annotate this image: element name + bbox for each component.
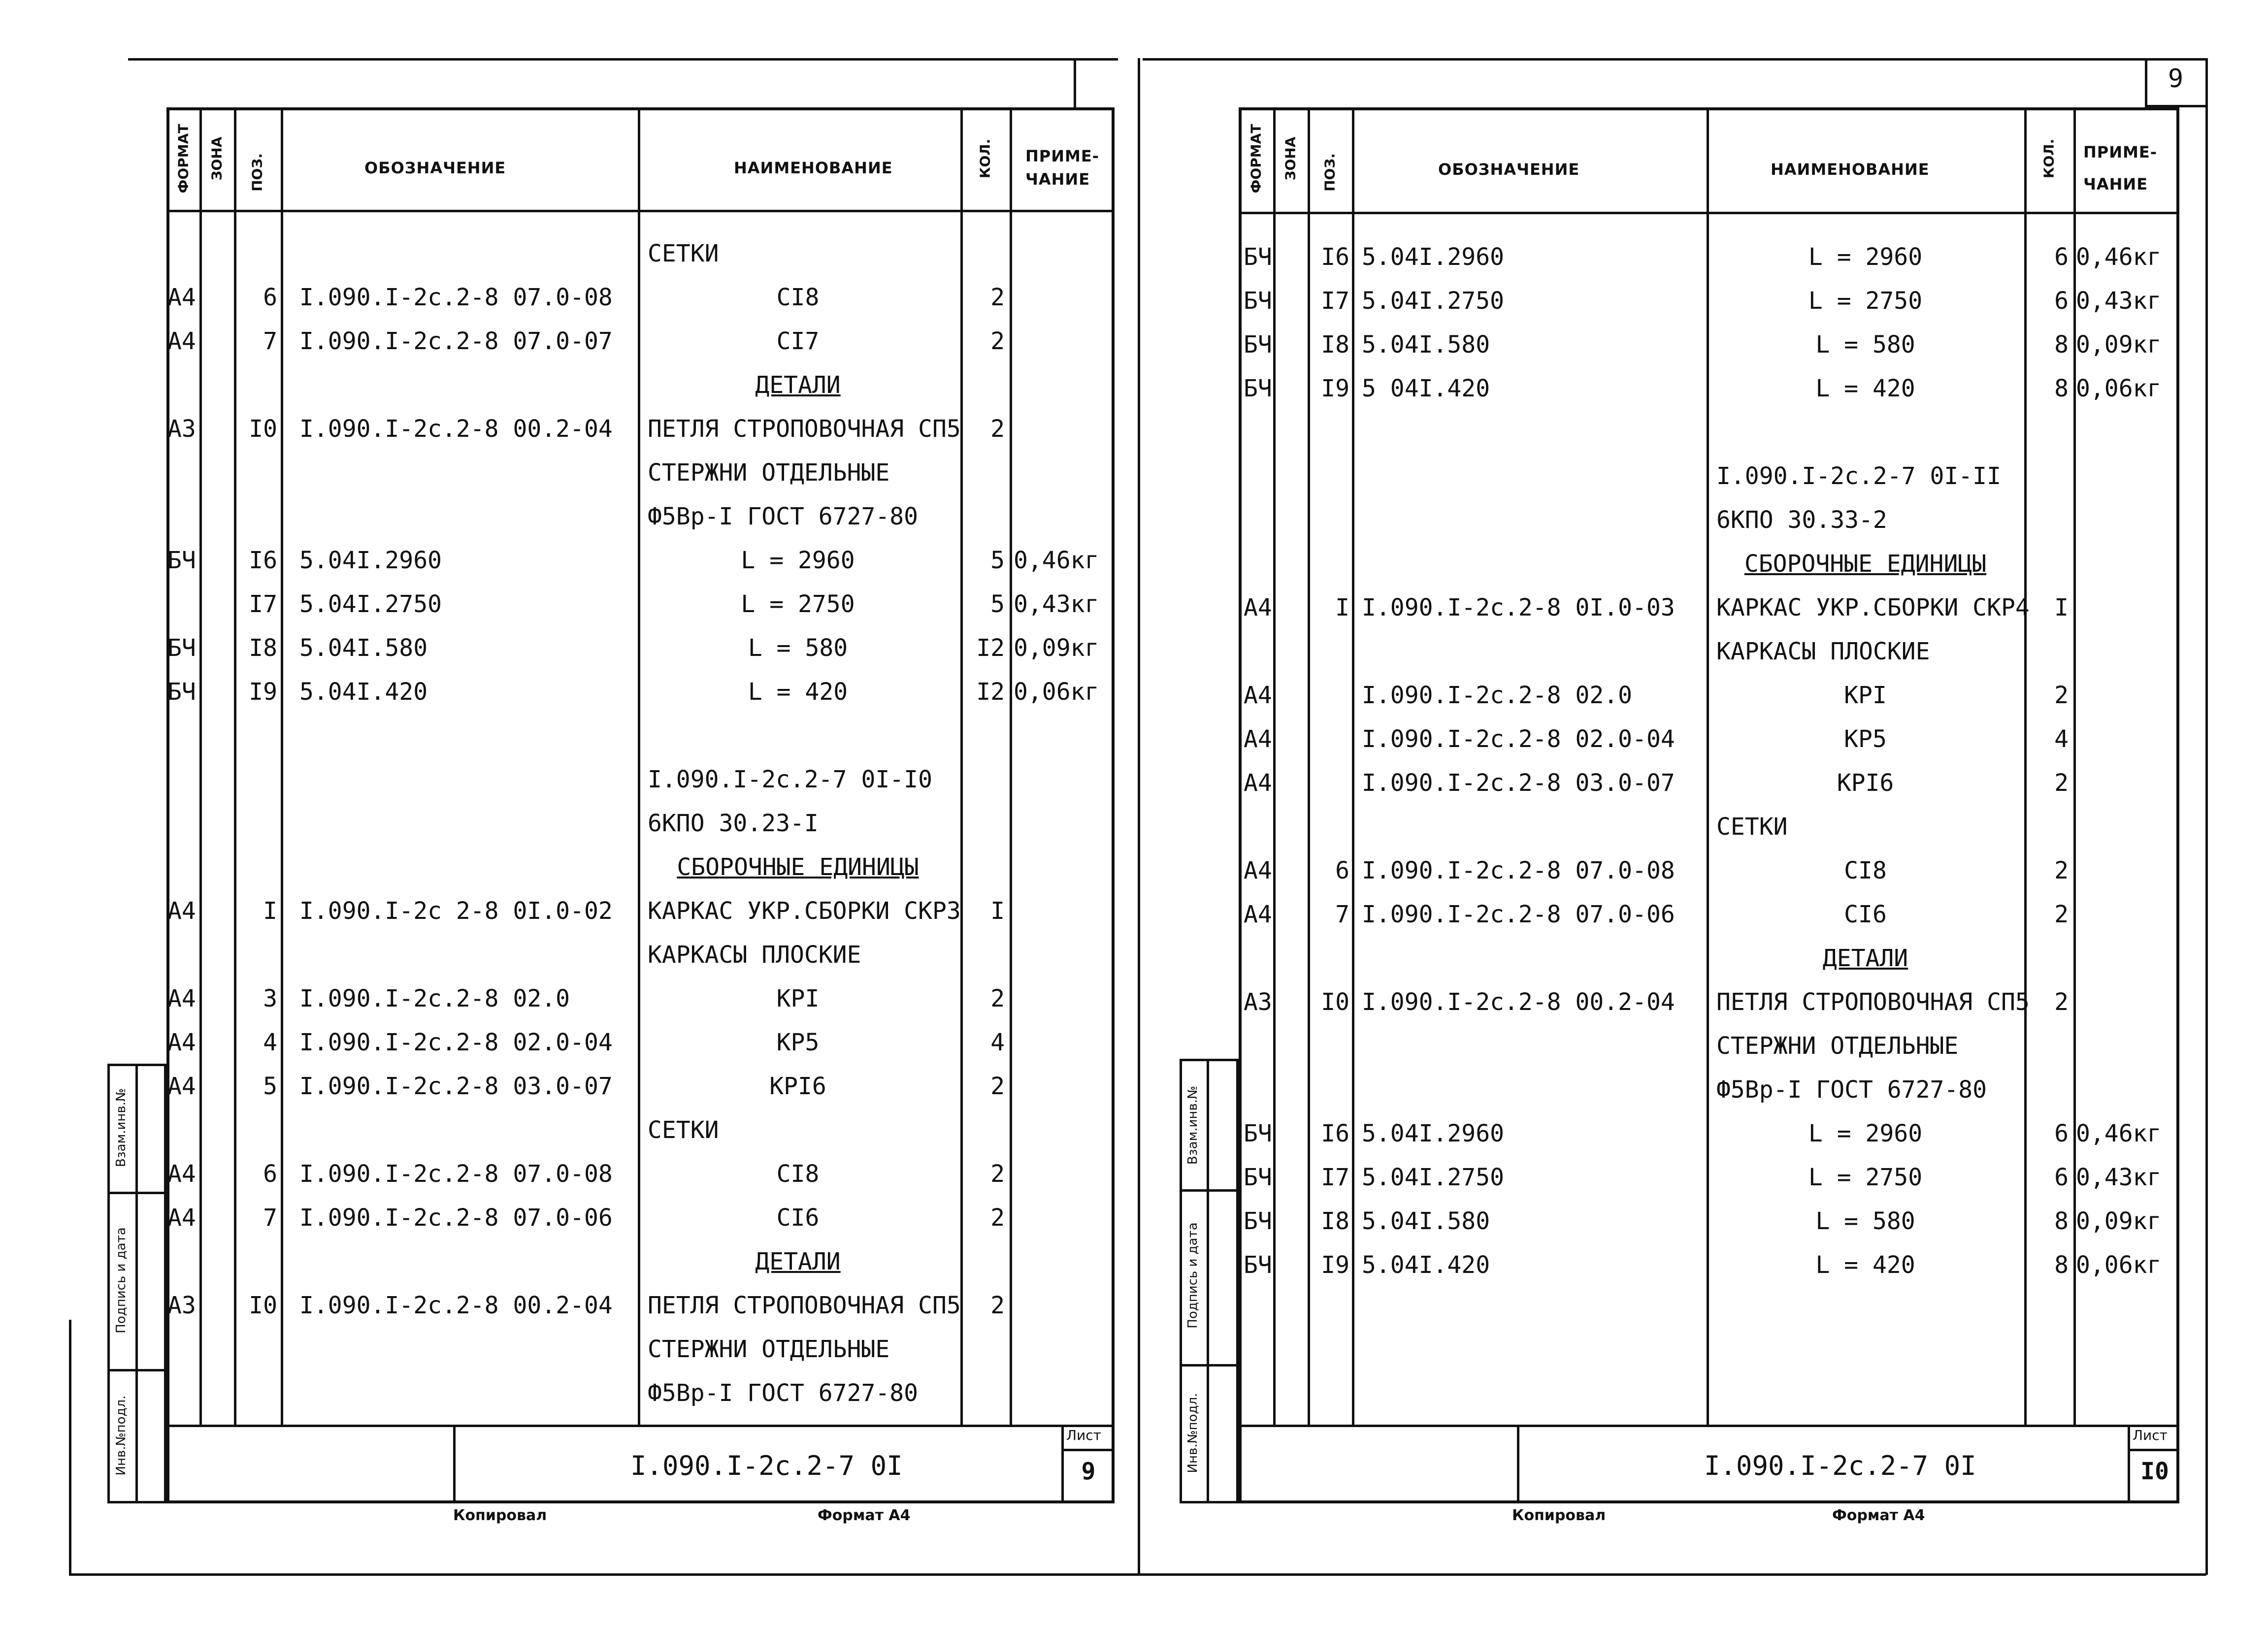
- row-designation: I.090.I-2с.2-8 07.0-08: [299, 284, 613, 311]
- sheet-label: Лист: [1066, 1427, 1101, 1443]
- format-label: Формат А4: [818, 1507, 911, 1524]
- row-designation: I.090.I-2с.2-8 02.0: [299, 985, 570, 1012]
- row-quantity: 6: [2054, 1164, 2069, 1191]
- row-designation: I.090.I-2с.2-8 02.0-04: [1362, 725, 1675, 753]
- title-block-divider: [1517, 1425, 1519, 1503]
- row-name: КРI: [1844, 682, 1887, 709]
- row-position: I9: [1321, 1251, 1349, 1279]
- row-name: СТЕРЖНИ ОТДЕЛЬНЫЕ: [1716, 1032, 1959, 1060]
- row-format: А4: [167, 1029, 196, 1056]
- side-margin-divider: [1207, 1059, 1209, 1503]
- row-designation: I.090.I-2с.2-8 07.0-08: [1362, 857, 1675, 884]
- sheet-label: Лист: [2133, 1427, 2168, 1443]
- row-designation: I.090.I-2с.2-8 03.0-07: [299, 1073, 613, 1100]
- row-name: СБОРОЧНЫЕ ЕДИНИЦЫ: [677, 853, 919, 881]
- sheet-label-line: [2128, 1449, 2179, 1451]
- row-position: 4: [263, 1029, 277, 1056]
- row-designation: I.090.I-2с.2-8 07.0-06: [1362, 901, 1675, 928]
- row-position: 6: [1335, 857, 1349, 884]
- row-position: I0: [1321, 988, 1349, 1016]
- row-quantity: 2: [990, 415, 1005, 443]
- row-designation: I.090.I-2с.2-8 07.0-07: [299, 327, 613, 355]
- header-qty: КОЛ.: [2040, 138, 2057, 179]
- row-quantity: 6: [2054, 243, 2069, 271]
- row-format: БЧ: [1244, 1251, 1272, 1279]
- row-format: А4: [167, 1073, 196, 1100]
- header-format: ФОРМАТ: [175, 124, 192, 194]
- header-name: НАИМЕНОВАНИЕ: [734, 159, 893, 177]
- row-designation: 5.04I.420: [299, 678, 428, 706]
- row-position: I6: [1321, 243, 1349, 271]
- side-margin-line: [1180, 1189, 1239, 1192]
- header-pos: ПОЗ.: [1321, 153, 1338, 192]
- header-qty: КОЛ.: [977, 138, 993, 179]
- row-quantity: 2: [990, 1073, 1005, 1100]
- row-position: I9: [249, 678, 277, 706]
- col-line: [1352, 107, 1354, 1427]
- row-position: I9: [1321, 375, 1349, 402]
- row-note: 0,09кг: [1014, 634, 1099, 662]
- row-name: СТЕРЖНИ ОТДЕЛЬНЫЕ: [648, 1335, 890, 1363]
- row-format: БЧ: [1244, 375, 1272, 402]
- row-quantity: 2: [2054, 901, 2069, 928]
- row-designation: 5 04I.420: [1362, 375, 1490, 402]
- row-name: ДЕТАЛИ: [755, 371, 841, 399]
- row-name: СЕТКИ: [648, 1116, 719, 1144]
- row-position: 6: [263, 1160, 277, 1188]
- col-line: [281, 107, 283, 1427]
- row-name: L = 2750: [1808, 287, 1923, 315]
- row-position: I6: [1321, 1120, 1349, 1147]
- row-name: I.090.I-2с.2-7 0I-I0: [648, 766, 932, 793]
- header-zone: ЗОНА: [208, 136, 225, 181]
- top-border-line: [1143, 58, 2206, 61]
- row-designation: 5.04I.420: [1362, 1251, 1490, 1279]
- row-name: КАРКАСЫ ПЛОСКИЕ: [648, 941, 861, 969]
- bottom-border-line: [1143, 1573, 2206, 1576]
- header-designation: ОБОЗНАЧЕНИЕ: [1438, 160, 1580, 179]
- row-name: L = 420: [1815, 1251, 1915, 1279]
- stamp-code: I.090.I-2с.2-7 0I: [1704, 1450, 1976, 1481]
- row-position: I8: [249, 634, 277, 662]
- row-name: КРI6: [1837, 769, 1894, 797]
- row-format: БЧ: [167, 678, 196, 706]
- row-note: 0,46кг: [1014, 547, 1099, 574]
- row-name: 6КПО 30.33-2: [1716, 506, 1887, 534]
- row-designation: 5.04I.2750: [299, 590, 442, 618]
- row-position: 3: [263, 985, 277, 1012]
- row-name: КРI6: [769, 1073, 826, 1100]
- row-designation: 5.04I.2750: [1362, 1164, 1504, 1191]
- row-name: КАРКАС УКР.СБОРКИ СКР4: [1716, 594, 2030, 621]
- side-inv: Инв.№подл.: [1185, 1393, 1200, 1473]
- row-position: 7: [263, 327, 277, 355]
- row-quantity: 2: [2054, 682, 2069, 709]
- row-name: L = 420: [1815, 375, 1915, 402]
- header-note-line2: ЧАНИЕ: [1025, 170, 1090, 189]
- row-format: А3: [167, 1292, 196, 1319]
- row-position: 7: [263, 1204, 277, 1232]
- row-format: А3: [167, 415, 196, 443]
- row-note: 0,06кг: [2076, 375, 2162, 402]
- row-format: А4: [1244, 857, 1272, 884]
- row-designation: I.090.I-2с.2-8 07.0-06: [299, 1204, 613, 1232]
- row-quantity: 2: [990, 1204, 1005, 1232]
- row-quantity: I2: [976, 634, 1005, 662]
- row-name: КАРКАС УКР.СБОРКИ СКР3: [648, 897, 961, 925]
- row-quantity: 2: [990, 327, 1005, 355]
- row-name: ПЕТЛЯ СТРОПОВОЧНАЯ СП5: [1716, 988, 2030, 1016]
- row-name: ДЕТАЛИ: [1822, 944, 1908, 972]
- row-designation: 5.04I.580: [1362, 1207, 1490, 1235]
- row-name: L = 2960: [1808, 243, 1923, 271]
- row-designation: I.090.I-2с 2-8 0I.0-02: [299, 897, 613, 925]
- row-name: Ф5Вр-I ГОСТ 6727-80: [648, 503, 919, 530]
- row-name: L = 580: [748, 634, 848, 662]
- row-quantity: 2: [990, 1160, 1005, 1188]
- row-note: 0,09кг: [2076, 1207, 2162, 1235]
- header-note-line2: ЧАНИЕ: [2083, 175, 2148, 194]
- row-position: I7: [1321, 287, 1349, 315]
- row-designation: I.090.I-2с.2-8 00.2-04: [299, 1292, 613, 1319]
- row-format: А4: [167, 985, 196, 1012]
- row-quantity: 2: [990, 985, 1005, 1012]
- row-name: СБОРОЧНЫЕ ЕДИНИЦЫ: [1744, 550, 1987, 578]
- row-designation: I.090.I-2с.2-8 02.0-04: [299, 1029, 613, 1056]
- title-block-top: [166, 1425, 1115, 1427]
- row-name: ПЕТЛЯ СТРОПОВОЧНАЯ СП5: [648, 415, 961, 443]
- row-note: 0,46кг: [2076, 1120, 2162, 1147]
- row-quantity: I2: [976, 678, 1005, 706]
- row-quantity: 4: [990, 1029, 1005, 1056]
- row-position: 7: [1335, 901, 1349, 928]
- left-edge-line: [69, 1320, 71, 1576]
- row-note: 0,06кг: [1014, 678, 1099, 706]
- row-position: I0: [249, 415, 277, 443]
- row-position: I8: [1321, 331, 1349, 358]
- row-quantity: 2: [2054, 857, 2069, 884]
- row-format: А4: [167, 1204, 196, 1232]
- row-position: 6: [263, 284, 277, 311]
- side-inv: Инв.№подл.: [114, 1395, 129, 1476]
- row-format: БЧ: [1244, 1120, 1272, 1147]
- side-sign: Подпись и дата: [114, 1227, 129, 1334]
- format-label: Формат А4: [1832, 1507, 1925, 1524]
- row-format: А4: [1244, 594, 1272, 621]
- header-note-line1: ПРИМЕ-: [2083, 143, 2157, 162]
- page-number: 9: [2168, 64, 2184, 94]
- row-name: L = 2960: [1808, 1120, 1923, 1147]
- row-note: 0,43кг: [1014, 590, 1099, 618]
- row-name: СЕТКИ: [648, 240, 719, 267]
- row-position: I7: [249, 590, 277, 618]
- row-format: А4: [1244, 769, 1272, 797]
- row-name: КР5: [1844, 725, 1887, 753]
- row-quantity: 2: [2054, 988, 2069, 1016]
- row-format: БЧ: [1244, 243, 1272, 271]
- row-name: Ф5Вр-I ГОСТ 6727-80: [648, 1379, 919, 1407]
- spec-table-frame: [1239, 107, 2179, 1503]
- title-block-top: [1239, 1425, 2179, 1427]
- side-vzam: Взам.инв.№: [114, 1088, 129, 1167]
- row-format: БЧ: [167, 547, 196, 574]
- sheet-number: 9: [1081, 1458, 1096, 1485]
- row-name: CI7: [776, 327, 820, 355]
- row-note: 0,43кг: [2076, 287, 2162, 315]
- row-designation: I.090.I-2с.2-8 07.0-08: [299, 1160, 613, 1188]
- row-format: БЧ: [1244, 1164, 1272, 1191]
- row-designation: I.090.I-2с.2-8 00.2-04: [299, 415, 613, 443]
- sheet-label-line: [1061, 1449, 1115, 1451]
- row-name: L = 420: [748, 678, 848, 706]
- row-note: 0,46кг: [2076, 243, 2162, 271]
- row-name: L = 580: [1815, 331, 1915, 358]
- row-quantity: 8: [2054, 1251, 2069, 1279]
- row-quantity: 5: [990, 590, 1005, 618]
- header-separator: [1239, 212, 2179, 214]
- row-designation: 5.04I.2750: [1362, 287, 1504, 315]
- row-format: БЧ: [167, 634, 196, 662]
- row-name: L = 2750: [741, 590, 855, 618]
- right-edge-line: [2205, 58, 2208, 1575]
- copied-label: Копировал: [453, 1507, 547, 1524]
- row-designation: 5.04I.580: [299, 634, 428, 662]
- row-name: ДЕТАЛИ: [755, 1248, 841, 1275]
- row-designation: I.090.I-2с.2-8 02.0: [1362, 682, 1633, 709]
- row-format: А4: [1244, 682, 1272, 709]
- row-format: БЧ: [1244, 287, 1272, 315]
- row-quantity: 2: [990, 1292, 1005, 1319]
- row-quantity: 8: [2054, 1207, 2069, 1235]
- center-fold-line: [1138, 58, 1140, 1575]
- row-name: L = 2750: [1808, 1164, 1923, 1191]
- row-name: CI8: [776, 1160, 820, 1188]
- row-name: СТЕРЖНИ ОТДЕЛЬНЫЕ: [648, 459, 890, 487]
- side-margin-divider: [135, 1064, 138, 1503]
- bottom-border-line: [69, 1573, 1143, 1576]
- row-format: А4: [167, 897, 196, 925]
- row-quantity: I: [2054, 594, 2069, 621]
- row-quantity: 8: [2054, 375, 2069, 402]
- side-margin-line: [107, 1192, 166, 1194]
- header-separator: [166, 210, 1115, 212]
- row-position: I8: [1321, 1207, 1349, 1235]
- header-name: НАИМЕНОВАНИЕ: [1771, 160, 1930, 179]
- row-quantity: 6: [2054, 287, 2069, 315]
- side-vzam: Взам.инв.№: [1185, 1086, 1200, 1165]
- row-format: БЧ: [1244, 1207, 1272, 1235]
- row-designation: 5.04I.2960: [1362, 243, 1504, 271]
- row-format: А3: [1244, 988, 1272, 1016]
- row-name: CI6: [1844, 901, 1887, 928]
- row-quantity: 8: [2054, 331, 2069, 358]
- top-border-line: [128, 58, 1118, 61]
- row-format: А4: [167, 1160, 196, 1188]
- row-quantity: 2: [2054, 769, 2069, 797]
- row-quantity: 5: [990, 547, 1005, 574]
- row-name: СЕТКИ: [1716, 813, 1788, 841]
- row-position: 5: [263, 1073, 277, 1100]
- row-name: CI8: [1844, 857, 1887, 884]
- row-position: I7: [1321, 1164, 1349, 1191]
- row-quantity: 6: [2054, 1120, 2069, 1147]
- row-note: 0,06кг: [2076, 1251, 2162, 1279]
- row-designation: 5.04I.2960: [299, 547, 442, 574]
- row-designation: I.090.I-2с.2-8 00.2-04: [1362, 988, 1675, 1016]
- header-pos: ПОЗ.: [249, 153, 265, 192]
- row-name: ПЕТЛЯ СТРОПОВОЧНАЯ СП5: [648, 1292, 961, 1319]
- copied-label: Копировал: [1512, 1507, 1606, 1524]
- row-designation: 5.04I.2960: [1362, 1120, 1504, 1147]
- side-margin-line: [1180, 1364, 1239, 1367]
- row-position: I: [263, 897, 277, 925]
- row-position: I: [1335, 594, 1349, 621]
- row-quantity: I: [990, 897, 1005, 925]
- col-line: [199, 107, 202, 1427]
- row-position: I0: [249, 1292, 277, 1319]
- row-designation: I.090.I-2с.2-8 0I.0-03: [1362, 594, 1675, 621]
- sheet-number: I0: [2140, 1458, 2169, 1485]
- row-position: I6: [249, 547, 277, 574]
- row-name: 6КПО 30.23-I: [648, 810, 819, 837]
- title-block-divider: [453, 1425, 456, 1503]
- header-format: ФОРМАТ: [1248, 124, 1264, 194]
- side-margin-line: [107, 1369, 166, 1371]
- row-name: CI8: [776, 284, 820, 311]
- row-format: БЧ: [1244, 331, 1272, 358]
- col-line: [1010, 107, 1012, 1427]
- row-name: КРI: [776, 985, 820, 1012]
- row-format: А4: [1244, 725, 1272, 753]
- row-name: Ф5Вр-I ГОСТ 6727-80: [1716, 1076, 1987, 1104]
- row-format: А4: [167, 284, 196, 311]
- row-name: CI6: [776, 1204, 820, 1232]
- row-name: L = 2960: [741, 547, 855, 574]
- row-name: L = 580: [1815, 1207, 1915, 1235]
- row-note: 0,43кг: [2076, 1164, 2162, 1191]
- row-format: А4: [167, 327, 196, 355]
- side-sign: Подпись и дата: [1185, 1222, 1200, 1329]
- row-designation: 5.04I.580: [1362, 331, 1490, 358]
- row-format: А4: [1244, 901, 1272, 928]
- row-name: I.090.I-2с.2-7 0I-II: [1716, 462, 2001, 490]
- header-note-line1: ПРИМЕ-: [1025, 147, 1099, 165]
- col-line: [1273, 107, 1276, 1427]
- frame-tick: [1074, 58, 1076, 107]
- row-name: КР5: [776, 1029, 820, 1056]
- stamp-code: I.090.I-2с.2-7 0I: [630, 1450, 903, 1481]
- row-name: КАРКАСЫ ПЛОСКИЕ: [1716, 638, 1930, 665]
- row-designation: I.090.I-2с.2-8 03.0-07: [1362, 769, 1675, 797]
- row-note: 0,09кг: [2076, 331, 2162, 358]
- header-zone: ЗОНА: [1282, 136, 1299, 181]
- row-quantity: 4: [2054, 725, 2069, 753]
- row-quantity: 2: [990, 284, 1005, 311]
- header-designation: ОБОЗНАЧЕНИЕ: [364, 159, 506, 177]
